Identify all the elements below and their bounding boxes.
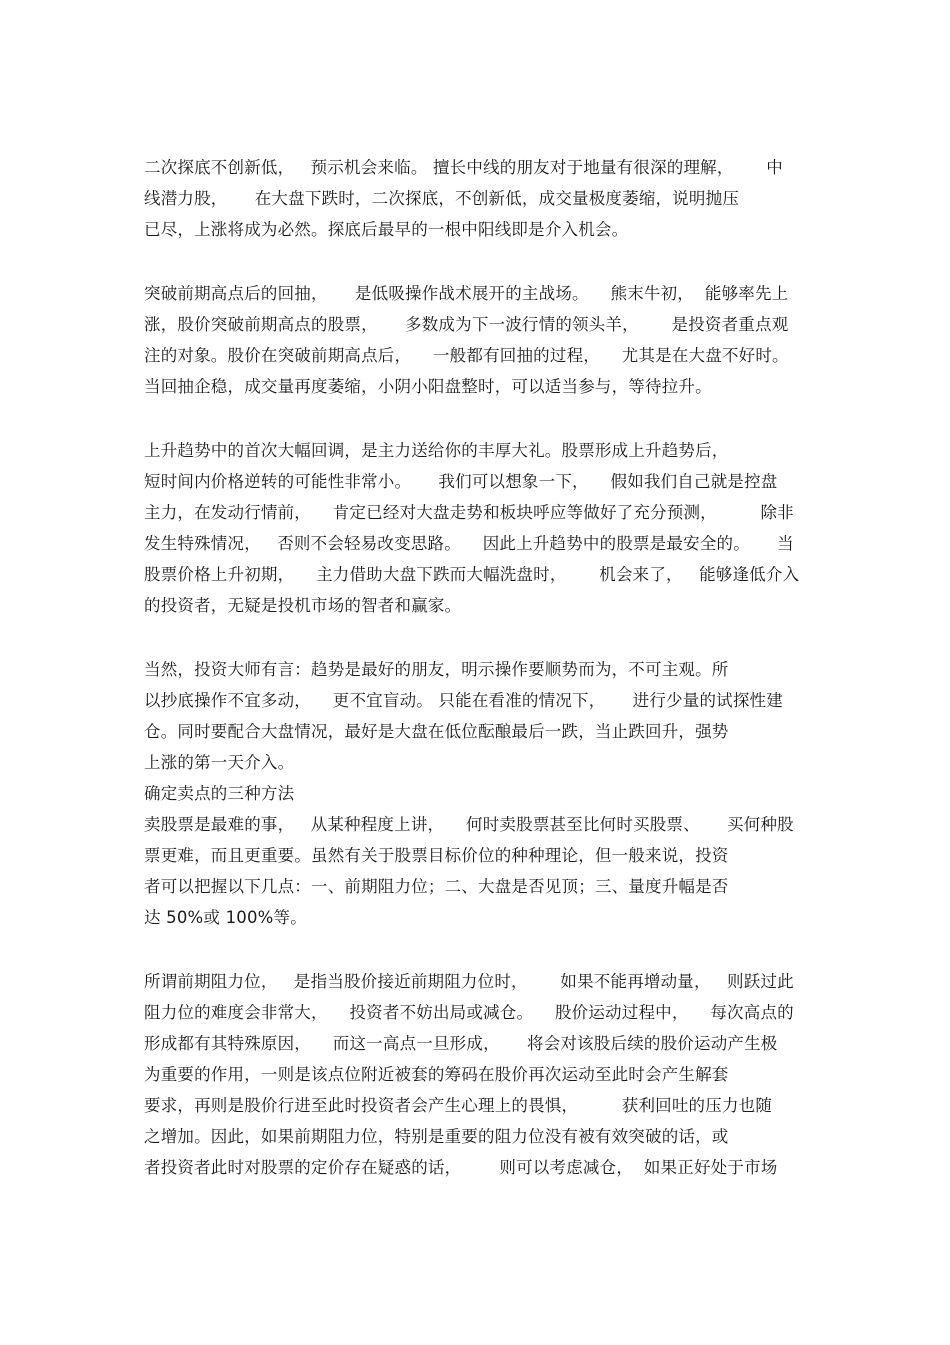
text-line: 突破前期高点后的回抽， 是低吸操作战术展开的主战场。 熊末牛初， 能够率先上 [144, 284, 789, 303]
text-line: 者可以把握以下几点：一、前期阻力位；二、大盘是否见顶；三、量度升幅是否 [144, 877, 729, 896]
text-line: 达 50%或 100%等。 [144, 908, 307, 927]
text-line: 票更难，而且更重要。虽然有关于股票目标价位的种种理论，但一般来说，投资 [144, 846, 729, 865]
text-line: 仓。同时要配合大盘情况，最好是大盘在低位酝酿最后一跌，当止跌回升，强势 [144, 722, 729, 741]
text-line: 二次探底不创新低， 预示机会来临。 擅长中线的朋友对于地量有很深的理解， 中 [144, 158, 783, 177]
paragraph-first-correction-uptrend [144, 435, 814, 621]
text-line: 之增加。因此，如果前期阻力位，特别是重要的阻力位没有被有效突破的话，或 [144, 1127, 729, 1146]
text-line: 为重要的作用，一则是该点位附近被套的筹码在股价再次运动至此时会产生解套 [144, 1065, 729, 1084]
text-line: 者投资者此时对股票的定价存在疑惑的话， 则可以考虑减仓， 如果正好处于市场 [144, 1158, 778, 1177]
text-line: 以抄底操作不宜多动， 更不宜盲动。 只能在看准的情况下， 进行少量的试探性建 [144, 691, 783, 710]
text-line: 短时间内价格逆转的可能性非常小。 我们可以想象一下， 假如我们自己就是控盘 [144, 472, 778, 491]
text-line: 卖股票是最难的事， 从某种程度上讲， 何时卖股票甚至比何时买股票、 买何种股 [144, 815, 794, 834]
text-line: 上升趋势中的首次大幅回调，是主力送给你的丰厚大礼。股票形成上升趋势后， [144, 441, 729, 460]
text-line: 股票价格上升初期， 主力借助大盘下跌而大幅洗盘时， 机会来了， 能够逢低介入 [144, 565, 800, 584]
text-line: 形成都有其特殊原因， 而这一高点一旦形成， 将会对该股后续的股价运动产生极 [144, 1034, 778, 1053]
document-body [144, 152, 814, 1183]
text-line: 发生特殊情况， 否则不会轻易改变思路。 因此上升趋势中的股票是最安全的。 当 [144, 534, 794, 553]
text-line: 注的对象。股价在突破前期高点后， 一般都有回抽的过程， 尤其是在大盘不好时。 [144, 346, 789, 365]
text-line: 上涨的第一天介入。 [144, 753, 295, 772]
text-line: 所谓前期阻力位， 是指当股价接近前期阻力位时， 如果不能再增动量， 则跃过此 [144, 972, 794, 991]
text-line: 当回抽企稳，成交量再度萎缩，小阴小阳盘整时，可以适当参与，等待拉升。 [144, 377, 712, 396]
paragraph-resistance-level [144, 966, 814, 1183]
paragraph-trend-and-sell-points [144, 654, 814, 933]
text-line: 涨，股价突破前期高点的股票， 多数成为下一波行情的领头羊， 是投资者重点观 [144, 315, 789, 334]
section-heading: 确定卖点的三种方法 [144, 784, 295, 803]
text-line: 的投资者，无疑是投机市场的智者和赢家。 [144, 596, 462, 615]
text-line: 当然，投资大师有言：趋势是最好的朋友，明示操作要顺势而为，不可主观。所 [144, 660, 729, 679]
paragraph-pullback-after-breakout [144, 278, 814, 402]
text-line: 阻力位的难度会非常大， 投资者不妨出局或减仓。 股价运动过程中， 每次高点的 [144, 1003, 794, 1022]
paragraph-second-bottom [144, 152, 814, 245]
text-line: 要求，再则是股价行进至此时投资者会产生心理上的畏惧， 获利回吐的压力也随 [144, 1096, 773, 1115]
text-line: 主力，在发动行情前， 肯定已经对大盘走势和板块呼应等做好了充分预测， 除非 [144, 503, 794, 522]
text-line: 线潜力股， 在大盘下跌时，二次探底，不创新低，成交量极度萎缩，说明抛压 [144, 189, 740, 208]
text-line: 已尽，上涨将成为必然。探底后最早的一根中阳线即是介入机会。 [144, 220, 629, 239]
